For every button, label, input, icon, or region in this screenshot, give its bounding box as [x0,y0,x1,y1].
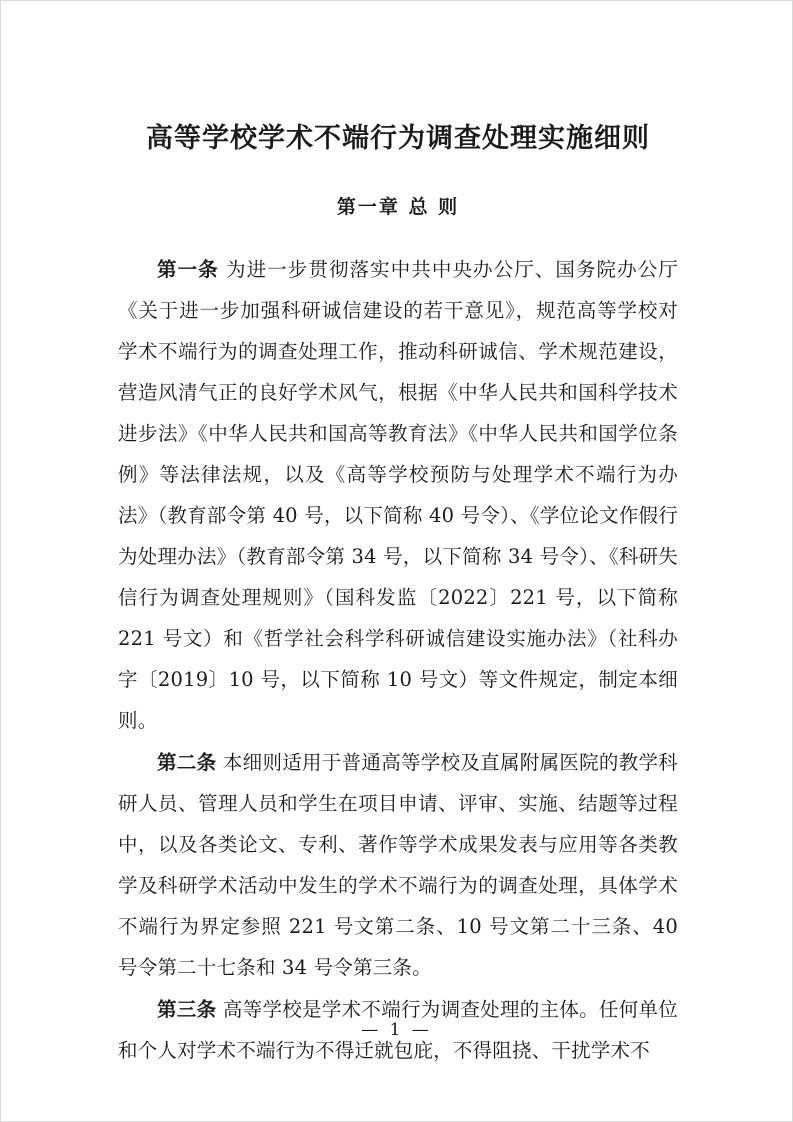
chapter-heading: 第一章 总 则 [336,195,460,218]
article-text: 本细则适用于普通高等学校及直属附属医院的教学科研人员、管理人员和学生在项目申请、评审、实施、结题等过程中，以及各类论文、专利、著作等学术成果发表与应用等各类教学及科研学术活动中发生的学术不端行为的调查处理，具体学术不端行为界定参照 221 号文第二条、10 号文第二十三条、40 号令第二十七条和 34 号令第三条。 [118,750,679,979]
article-label: 第一条 [157,257,219,281]
article-text: 高等学校是学术不端行为调查处理的主体。任何单位和个人对学术不端行为不得迁就包庇，不得阻挠、干扰学术不 [118,997,679,1062]
article-label: 第二条 [157,750,217,774]
page-number: — 1 — [361,1020,432,1040]
article-paragraph [118,249,678,741]
page-title: 高等学校学术不端行为调查处理实施细则 [146,123,650,154]
article-label: 第三条 [157,997,217,1021]
article-paragraph [118,742,678,988]
page-content [118,120,678,1072]
article-text: 为进一步贯彻落实中共中央办公厅、国务院办公厅《关于进一步加强科研诚信建设的若干意见》，规范高等学校对学术不端行为的调查处理工作，推动科研诚信、学术规范建设，营造风清气正的良好学术风气，根据《中华人民共和国科学技术进步法》《中华人民共和国高等教育法》《中华人民共和国学位条例》等法律法规，以及《高等学校预防与处理学术不端行为办法》（教育部令第 40 号，以下简称 40 号令）、《学位论文作假行为处理办法》（教育部令第 34 号，以下简称 34 号令）、《科研失信行为调查处理规则》（国科发监〔2022〕221 号，以下简称 221 号文）和《哲学社会科学科研诚信建设实施办法》（社科办字〔2019〕10 号，以下简称 10 号文）等文件规定，制定本细则。 [118,257,678,732]
